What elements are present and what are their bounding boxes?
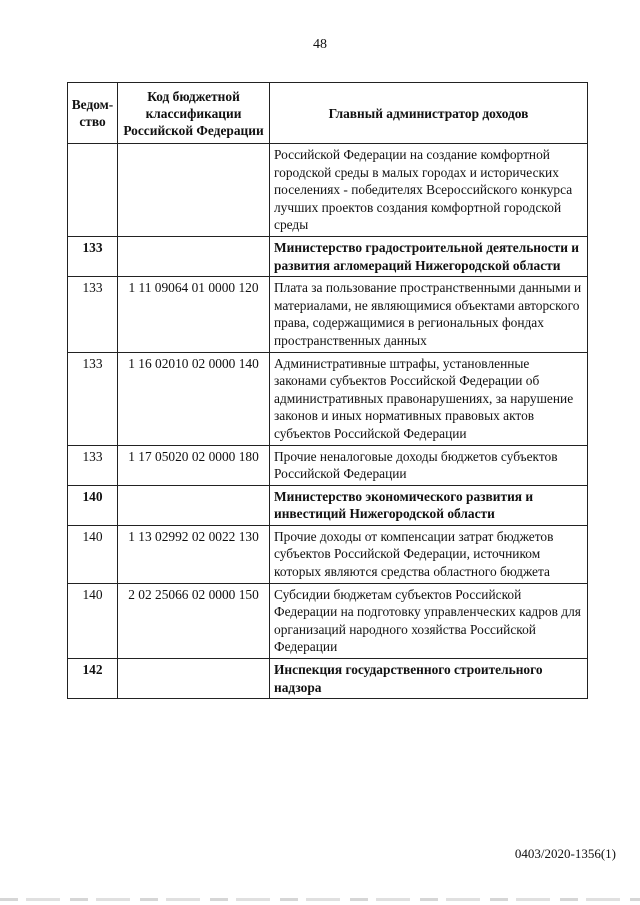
cell-name: Инспекция государственного строительного надзора	[270, 659, 588, 699]
cell-dept: 133	[68, 277, 118, 352]
cell-code: 1 11 09064 01 0000 120	[118, 277, 270, 352]
cell-dept	[68, 144, 118, 237]
table-row	[68, 485, 588, 525]
cell-code: 1 16 02010 02 0000 140	[118, 352, 270, 445]
table-row	[68, 445, 588, 485]
revenue-administrators-table	[67, 82, 588, 699]
header-code: Код бюджетной классификации Российской Федерации	[118, 83, 270, 144]
cell-code	[118, 144, 270, 237]
cell-code	[118, 236, 270, 276]
table-header-row	[68, 83, 588, 144]
cell-dept: 133	[68, 236, 118, 276]
cell-name: Субсидии бюджетам субъектов Российской Федерации на подготовку управленческих кадров для организаций народного хозяйства Российской Федерации	[270, 583, 588, 658]
page-number: 48	[313, 37, 327, 52]
cell-code: 1 17 05020 02 0000 180	[118, 445, 270, 485]
cell-name: Министерство градостроительной деятельности и развития агломераций Нижегородской области	[270, 236, 588, 276]
cell-code: 2 02 25066 02 0000 150	[118, 583, 270, 658]
header-dept: Ведом- ство	[68, 83, 118, 144]
table-row	[68, 236, 588, 276]
cell-dept: 142	[68, 659, 118, 699]
cell-name: Министерство экономического развития и инвестиций Нижегородской области	[270, 485, 588, 525]
cell-dept: 140	[68, 525, 118, 583]
cell-name: Прочие неналоговые доходы бюджетов субъектов Российской Федерации	[270, 445, 588, 485]
table-row	[68, 659, 588, 699]
cell-dept: 133	[68, 352, 118, 445]
cell-dept: 140	[68, 485, 118, 525]
cell-name: Административные штрафы, установленные законами субъектов Российской Федерации об административных правонарушениях, за нарушение законов и иных нормативных правовых актов субъектов Российской Федерации	[270, 352, 588, 445]
cell-name: Российской Федерации на создание комфортной городской среды в малых городах и исторических поселениях - победителях Всероссийского конкурса лучших проектов создания комфортной городской среды	[270, 144, 588, 237]
table-row	[68, 352, 588, 445]
table-row	[68, 277, 588, 352]
table-body	[68, 144, 588, 699]
table-row	[68, 525, 588, 583]
cell-name: Плата за пользование пространственными данными и материалами, не являющимися объектами авторского права, содержащимися в региональных фондах пространственных данных	[270, 277, 588, 352]
table-row	[68, 144, 588, 237]
cell-code	[118, 485, 270, 525]
document-code: 0403/2020-1356(1)	[514, 846, 616, 861]
cell-name: Прочие доходы от компенсации затрат бюджетов субъектов Российской Федерации, источником которых являются средства областного бюджета	[270, 525, 588, 583]
table-row	[68, 583, 588, 658]
cell-code	[118, 659, 270, 699]
cell-dept: 133	[68, 445, 118, 485]
scan-artifact-line	[0, 898, 640, 901]
cell-code: 1 13 02992 02 0022 130	[118, 525, 270, 583]
header-admin: Главный администратор доходов	[270, 83, 588, 144]
cell-dept: 140	[68, 583, 118, 658]
